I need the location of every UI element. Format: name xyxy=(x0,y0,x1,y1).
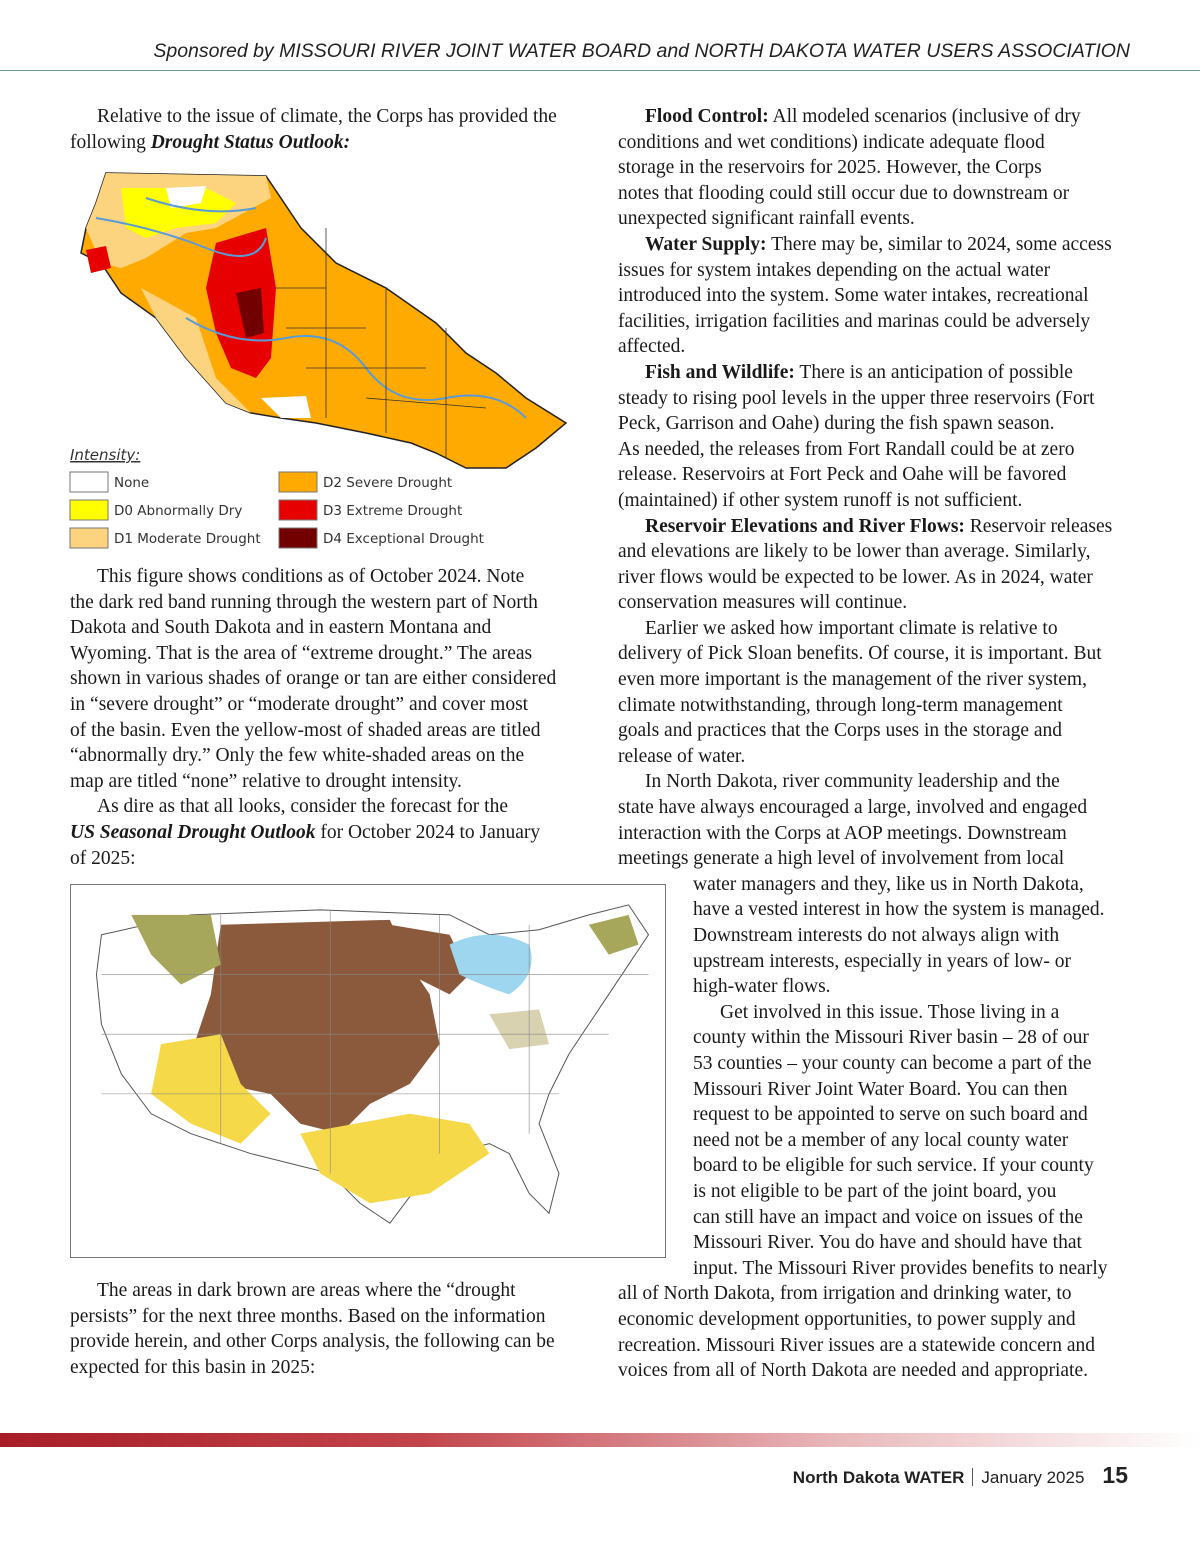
left-figure-discussion: This figure shows conditions as of October 2024. Note the dark red band running through the western part of North Dakota and South Dakota and in eastern Montana and Wyoming. That is the area of “extreme drought.” The areas shown in various shades of orange or tan are either considered in “severe drought” or “moderate drought” and cover most of the basin. Even the yellow-most of shaded areas are titled “abnormally dry.” Only the few white-shaded areas on the map are titled “none” relative to drought intensity. As dire as that all looks, consider the forecast for the US Seasonal Drought Outlook for October 2024 to January of 2025: xyxy=(70,566,557,869)
left-conclusion: The areas in dark brown are areas where the “drought persists” for the next three months. Based on the information provide herein, and other Corps analysis, the following can be expected for this basin in 2025: xyxy=(70,1280,555,1378)
drought-status-map xyxy=(66,168,576,553)
page-number: 15 xyxy=(1102,1462,1128,1488)
sponsor-line: Sponsored by MISSOURI RIVER JOINT WATER BOARD and NORTH DAKOTA WATER USERS ASSOCIATION xyxy=(153,40,1130,62)
legend-swatch-none xyxy=(70,472,108,492)
legend-swatch-d1 xyxy=(70,528,108,548)
left-intro: Relative to the issue of climate, the Corps has provided the following Drought Status Outlook: xyxy=(70,106,557,153)
legend-swatch-d3 xyxy=(279,500,317,520)
seasonal-drought-outlook-map xyxy=(70,884,666,1258)
page-footer xyxy=(793,1462,1128,1489)
drought-status-outlook-title: Drought Status Outlook: xyxy=(150,131,351,153)
seasonal-outlook-title: US Seasonal Drought Outlook xyxy=(70,821,316,843)
wrapped-text-block: water managers and they, like us in North Dakota, have a vested interest in how the system is managed. Downstream interests do not always align with upstream interests, especially in years of low- or high-water flows. Get involved in this issue. Those living in a county within the Missouri River basin – 28 of our 53 counties – your county can become a part of the Missouri River Joint Water Board. You can then request to be appointed to serve on such board and need not be a member of any local county water board to be eligible for such service. If your county is not eligible to be part of the joint board, you can still have an impact and voice on issues of the Missouri River. You do have and should have that input. The Missouri River provides benefits to nearly xyxy=(693,873,1108,1279)
water-supply-heading: Water Supply: xyxy=(645,233,767,255)
legend-label-d1: D1 Moderate Drought xyxy=(114,531,261,547)
fish-wildlife-heading: Fish and Wildlife: xyxy=(645,361,795,383)
legend-title: Intensity: xyxy=(70,446,141,464)
intensity-legend xyxy=(70,446,484,548)
right-column: Flood Control: All modeled scenarios (inclusive of dry conditions and wet conditions) indicate adequate flood storage in the reservoirs for 2025. However, the Corps notes that flooding could still occur due to downstream or unexpected significant rainfall events. Water Supply: There may be, similar to 2024, some access issues for system intakes depending on the actual water introduced into the system. Some water intakes, recreational facilities, irrigation facilities and marinas could be adversely affected. Fish and Wildlife: There is an anticipation of possible steady to rising pool levels in the upper three reservoirs (Fort Peck, Garrison and Oahe) during the fish spawn season. As needed, the releases from Fort Randall could be at zero release. Reservoirs at Fort Peck and Oahe will be favored (maintained) if other system runoff is not sufficient. Reservoir Elevations and River Flows: Reservoir releases and elevations are likely to be lower than average. Similarly, river flows would be expected to be lower. As in 2024, water conservation measures will continue. Earlier we asked how important climate is relative to delivery of Pick Sloan benefits. Of course, it is important. But even more important is the management of the river system, climate notwithstanding, through long-term management goals and practices that the Corps uses in the storage and release of water. In North Dakota, river community leadership and the state have always encouraged a large, involved and engaged interaction with the Corps at AOP meetings. Downstream meetings generate a high level of involvement from local water managers and they, like us in North Dakota, have a vested interest in how the system is managed. Downstream interests do not always align with upstream interests, especially in years of low- or high-water flows. Get involved in this issue. Those living in a county within the Missouri River basin – 28 of our 53 counties – your county can become a part of the Missouri River Joint Water Board. You can then request to be appointed to serve on such board and need not be a member of any local county water board to be eligible for such service. If your county is not eligible to be part of the joint board, you can still have an impact and voice on issues of the Missouri River. You do have and should have that input. The Missouri River provides benefits to nearly all of North Dakota, from irrigation and drinking water, to economic development opportunities, to power supply and recreation. Missouri River issues are a statewide concern and voices from all of North Dakota are needed and appropriate. xyxy=(618,104,1138,1384)
basin-map xyxy=(81,173,566,468)
flood-control-heading: Flood Control: xyxy=(645,106,769,127)
legend-label-d4: D4 Exceptional Drought xyxy=(323,531,484,547)
footer-separator xyxy=(972,1468,973,1486)
footer-accent-bar xyxy=(0,1433,1200,1447)
magazine-title: North Dakota WATER xyxy=(792,1468,965,1487)
legend-swatch-d0 xyxy=(70,500,108,520)
legend-label-d3: D3 Extreme Drought xyxy=(323,503,463,519)
legend-label-none: None xyxy=(114,475,150,491)
issue-date: January 2025 xyxy=(981,1468,1085,1487)
legend-swatch-d2 xyxy=(279,472,317,492)
legend-label-d2: D2 Severe Drought xyxy=(323,475,453,491)
page-header xyxy=(0,0,1200,71)
legend-label-d0: D0 Abnormally Dry xyxy=(114,503,243,519)
legend-swatch-d4 xyxy=(279,528,317,548)
reservoir-heading: Reservoir Elevations and River Flows: xyxy=(645,515,965,537)
